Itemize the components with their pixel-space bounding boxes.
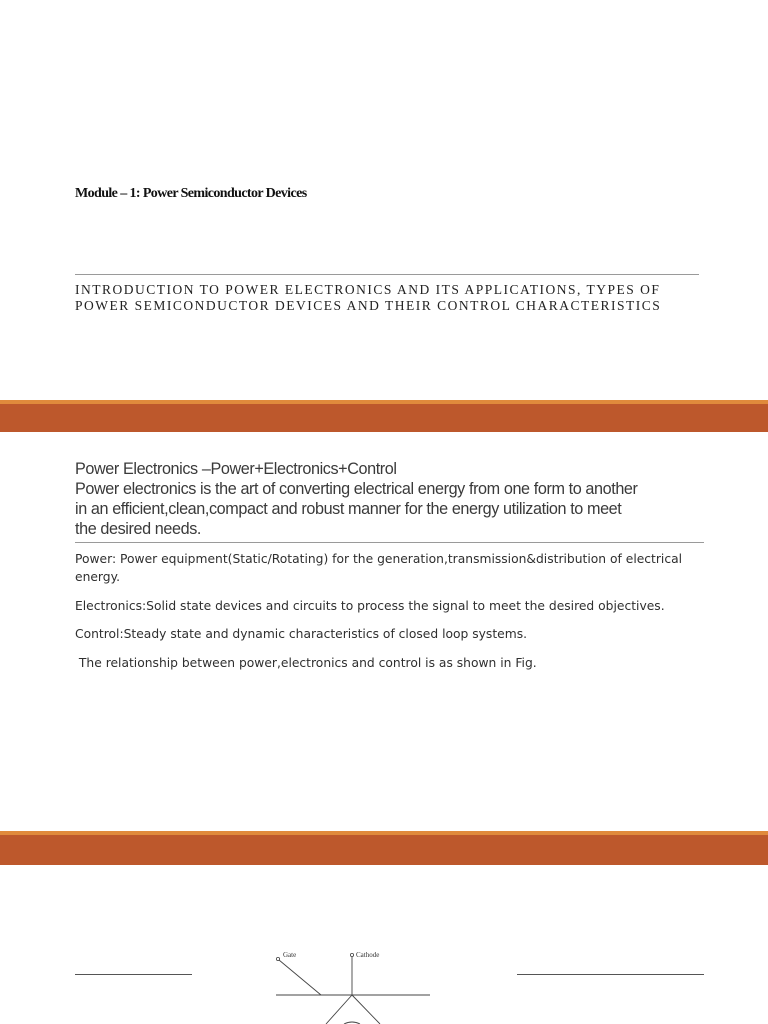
heading-rule: [75, 274, 699, 275]
device-symbol-diagram: [260, 946, 440, 1024]
orange-band-top: [0, 404, 768, 432]
definition-line: the desired needs.: [75, 520, 201, 538]
section-rule: [75, 542, 704, 543]
left-line: [75, 974, 192, 975]
power-paragraph: Power: Power equipment(Static/Rotating) for the generation,transmission&distribution of electrical energy.: [75, 552, 683, 584]
electronics-paragraph: Electronics:Solid state devices and circuits to process the signal to meet the desired objectives.: [75, 599, 665, 613]
cathode-label: Cathode: [356, 951, 380, 959]
cathode-terminal-icon: [350, 953, 353, 956]
right-diagonal: [352, 995, 380, 1024]
right-line: [517, 974, 704, 975]
relationship-paragraph: The relationship between power,electronics and control is as shown in Fig.: [75, 656, 537, 670]
module-title: Module – 1: Power Semiconductor Devices: [75, 186, 307, 201]
gate-label: Gate: [283, 951, 297, 959]
gate-lead: [279, 960, 321, 995]
definition-line: in an efficient,clean,compact and robust manner for the energy utilization to meet: [75, 500, 622, 518]
intro-heading: INTRODUCTION TO POWER ELECTRONICS AND ITS APPLICATIONS, TYPES OF POWER SEMICONDUCTOR DEVICES AND THEIR CONTROL CHARACTERISTICS: [75, 282, 662, 313]
power-electronics-block: [75, 459, 705, 539]
power-electronics-heading: Power Electronics –Power+Electronics+Control: [75, 460, 397, 478]
orange-band-bottom: [0, 835, 768, 865]
definition-line: Power electronics is the art of converting electrical energy from one form to another: [75, 480, 638, 498]
left-diagonal: [326, 995, 352, 1024]
control-paragraph: Control:Steady state and dynamic characteristics of closed loop systems.: [75, 627, 528, 641]
